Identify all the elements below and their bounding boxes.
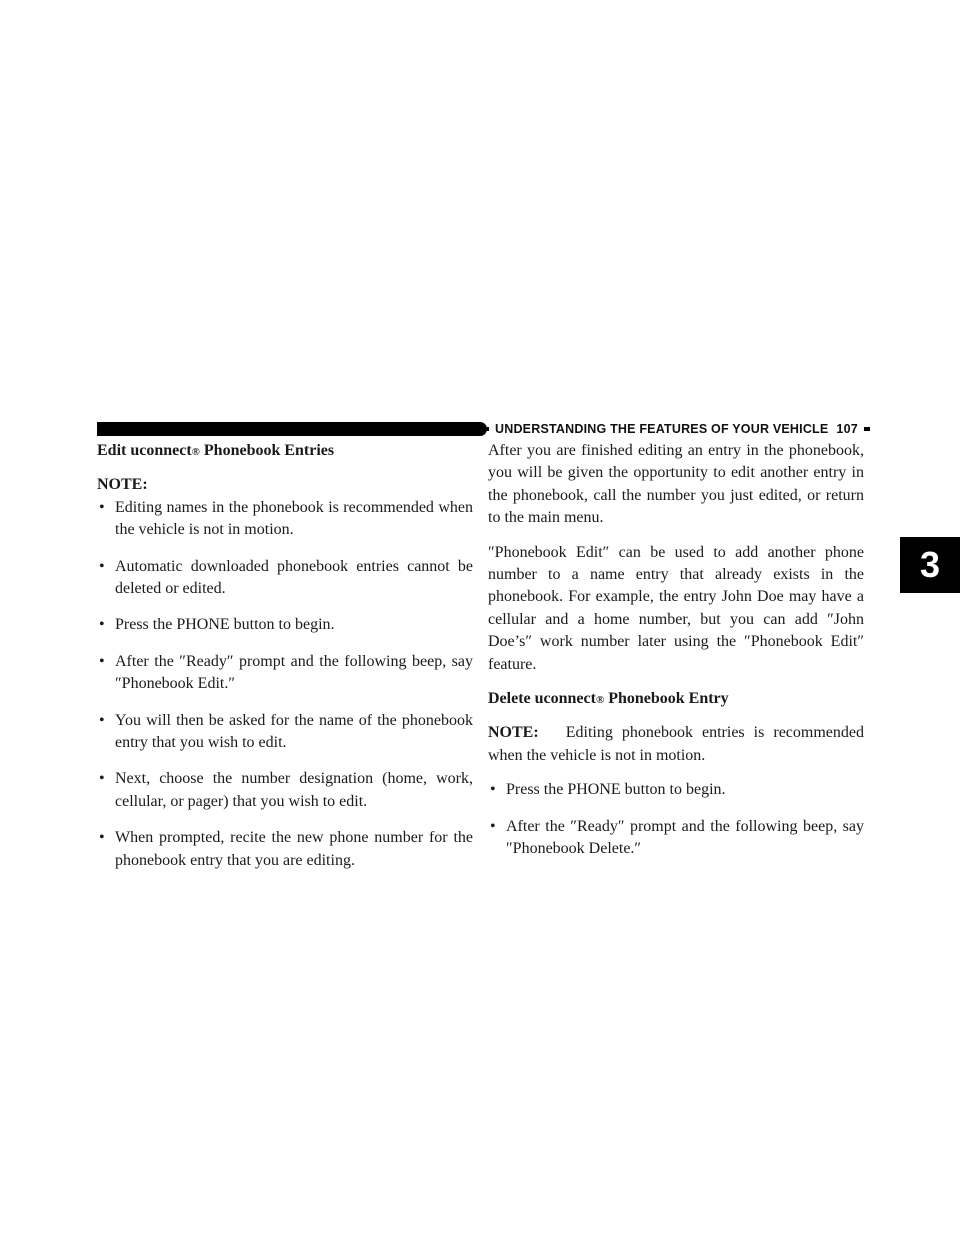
- right-column: [488, 440, 864, 861]
- chapter-tab: 3: [900, 537, 960, 593]
- list-item: • Editing names in the phonebook is recommended when the vehicle is not in motion.: [99, 498, 473, 539]
- header-title: [489, 421, 864, 437]
- running-header: [97, 422, 870, 436]
- section-heading-edit: Edit uconnect® Phonebook Entries: [97, 442, 335, 459]
- list-item: • After the ″Ready″ prompt and the following beep, say ″Phonebook Delete.″: [490, 817, 864, 858]
- note-paragraph: NOTE: Editing phonebook entries is recommended when the vehicle is not in motion.: [488, 724, 865, 764]
- left-column: [97, 440, 473, 872]
- note-label: NOTE:: [97, 476, 148, 494]
- list-item: • Next, choose the number designation (home, work, cellular, or pager) that you wish to edit.: [99, 770, 473, 810]
- paragraph: After you are finished editing an entry in the phonebook, you will be given the opportunity to edit another entry in the phonebook, call the number you just edited, or return to the main menu.: [488, 442, 864, 527]
- list-item: • Press the PHONE button to begin.: [99, 616, 335, 634]
- edit-steps-list: [97, 497, 473, 872]
- list-item: • After the ″Ready″ prompt and the following beep, say ″Phonebook Edit.″: [99, 652, 473, 693]
- paragraph: ″Phonebook Edit″ can be used to add another phone number to a name entry that already exists in the phonebook. For example, the entry John Doe may have a cellular and a home number, but you can add ″John Doe’s″ work number later using the ″Phonebook Edit″ feature.: [488, 543, 864, 673]
- page-number: 107: [836, 422, 858, 436]
- list-item: • You will then be asked for the name of the phonebook entry that you wish to edit.: [99, 711, 473, 752]
- header-section-title: UNDERSTANDING THE FEATURES OF YOUR VEHICLE: [495, 422, 829, 436]
- section-heading-delete: Delete uconnect® Phonebook Entry: [488, 690, 729, 708]
- header-rule-thick: [97, 422, 487, 436]
- list-item: • When prompted, recite the new phone number for the phonebook entry that you are editing.: [99, 829, 473, 869]
- delete-steps-list: [488, 779, 864, 860]
- list-item: • Press the PHONE button to begin.: [490, 781, 726, 799]
- list-item: • Automatic downloaded phonebook entries cannot be deleted or edited.: [99, 557, 473, 598]
